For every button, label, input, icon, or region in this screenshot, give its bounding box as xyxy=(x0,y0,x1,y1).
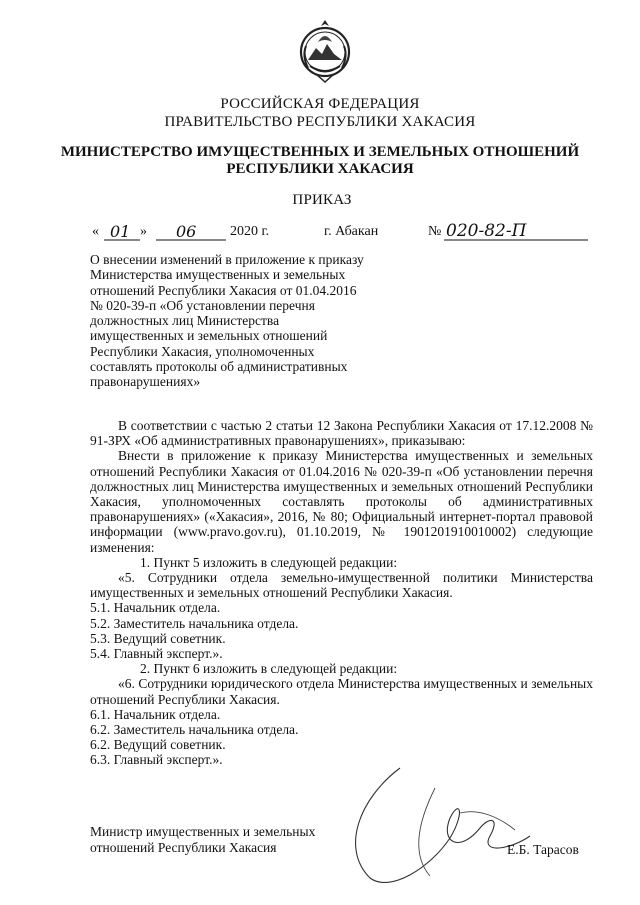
order-body xyxy=(90,418,593,768)
signatory-position-line2: отношений Республики Хакасия xyxy=(90,840,277,855)
subject-line: должностных лиц Министерства xyxy=(90,313,280,329)
date-row xyxy=(92,221,592,243)
date-year: 2020 г. xyxy=(230,224,270,239)
subject-line: отношений Республики Хакасия от 01.04.2016 xyxy=(90,282,357,298)
list-item: 5.4. Главный эксперт.». xyxy=(90,646,223,662)
item-1-text: «5. Сотрудники отдела земельно-имущественной политики Министерства имущественных и земельных отношений Республики Хакасия. xyxy=(90,570,593,601)
subject-block xyxy=(90,252,380,390)
subject-line: имущественных и земельных отношений xyxy=(90,328,328,344)
handwritten-signature xyxy=(340,758,540,898)
subject-line: № 020-39-п «Об установлении перечня xyxy=(90,297,315,313)
date-open-quote: « xyxy=(92,224,99,239)
signatory-position xyxy=(90,824,315,856)
handwritten-day-text: 01 xyxy=(110,222,131,241)
date-place: г. Абакан xyxy=(324,224,379,239)
country-title: РОССИЙСКАЯ ФЕДЕРАЦИЯ xyxy=(220,96,420,112)
item-2-heading: 2. Пункт 6 изложить в следующей редакции: xyxy=(140,661,398,677)
handwritten-day xyxy=(102,221,142,243)
handwritten-order-number xyxy=(442,217,590,243)
handwritten-month xyxy=(154,221,228,243)
number-sign: № xyxy=(428,224,442,239)
ministry-title-line1: МИНИСТЕРСТВО ИМУЩЕСТВЕННЫХ И ЗЕМЕЛЬНЫХ ОТНОШЕНИЙ xyxy=(60,144,580,160)
list-item: 5.1. Начальник отдела. xyxy=(90,600,221,616)
ministry-title-line2: РЕСПУБЛИКИ ХАКАСИЯ xyxy=(226,161,414,177)
list-item: 6.1. Начальник отдела. xyxy=(90,706,221,722)
handwritten-month-text: 06 xyxy=(176,222,197,241)
item-1-heading: 1. Пункт 5 изложить в следующей редакции: xyxy=(140,554,398,570)
intro-paragraph: В соответствии с частью 2 статьи 12 Закона Республики Хакасия от 17.12.2008 № 91-ЗРХ «Об административных правонарушениях», приказываю: xyxy=(90,418,593,449)
list-item: 6.3. Главный эксперт.». xyxy=(90,752,223,768)
subject-line: составлять протоколы об административных xyxy=(90,359,348,375)
subject-line: правонарушениях» xyxy=(90,374,201,390)
subject-line: О внесении изменений в приложение к приказу xyxy=(90,252,364,267)
coat-of-arms-emblem xyxy=(296,16,354,86)
item-1-list xyxy=(90,600,593,661)
list-item: 5.2. Заместитель начальника отдела. xyxy=(90,615,299,631)
list-item: 5.3. Ведущий советник. xyxy=(90,630,226,646)
subject-line: Республики Хакасия, уполномоченных xyxy=(90,343,315,359)
government-title: ПРАВИТЕЛЬСТВО РЕСПУБЛИКИ ХАКАСИЯ xyxy=(164,114,476,130)
list-item: 6.2. Ведущий советник. xyxy=(90,737,226,753)
subject-line: Министерства имущественных и земельных xyxy=(90,267,346,283)
list-item: 6.2. Заместитель начальника отдела. xyxy=(90,722,299,738)
signatory-position-line1: Министр имущественных и земельных xyxy=(90,824,316,839)
date-close-quote: » xyxy=(140,224,147,239)
item-2-text: «6. Сотрудники юридического отдела Министерства имущественных и земельных отношений Республики Хакасия. xyxy=(90,676,593,707)
handwritten-order-number-text: 020-82-П xyxy=(446,221,527,241)
document-type: ПРИКАЗ xyxy=(292,192,352,208)
signatory-name: Е.Б. Тарасов xyxy=(507,842,579,857)
main-paragraph: Внести в приложение к приказу Министерства имущественных и земельных отношений Республики Хакасия от 01.04.2016 № 020-39-п «Об установлении перечня должностных лиц Министерства имущественных и земельных отношений Республики Хакасия, уполномоченных составлять протоколы об административных правонарушениях» («Хакасия», 2016, № 80; Официальный интернет-портал правовой информации (www.pravo.gov.ru), 01.10.2019, № 1901201910010002) следующие изменения: xyxy=(90,448,593,555)
